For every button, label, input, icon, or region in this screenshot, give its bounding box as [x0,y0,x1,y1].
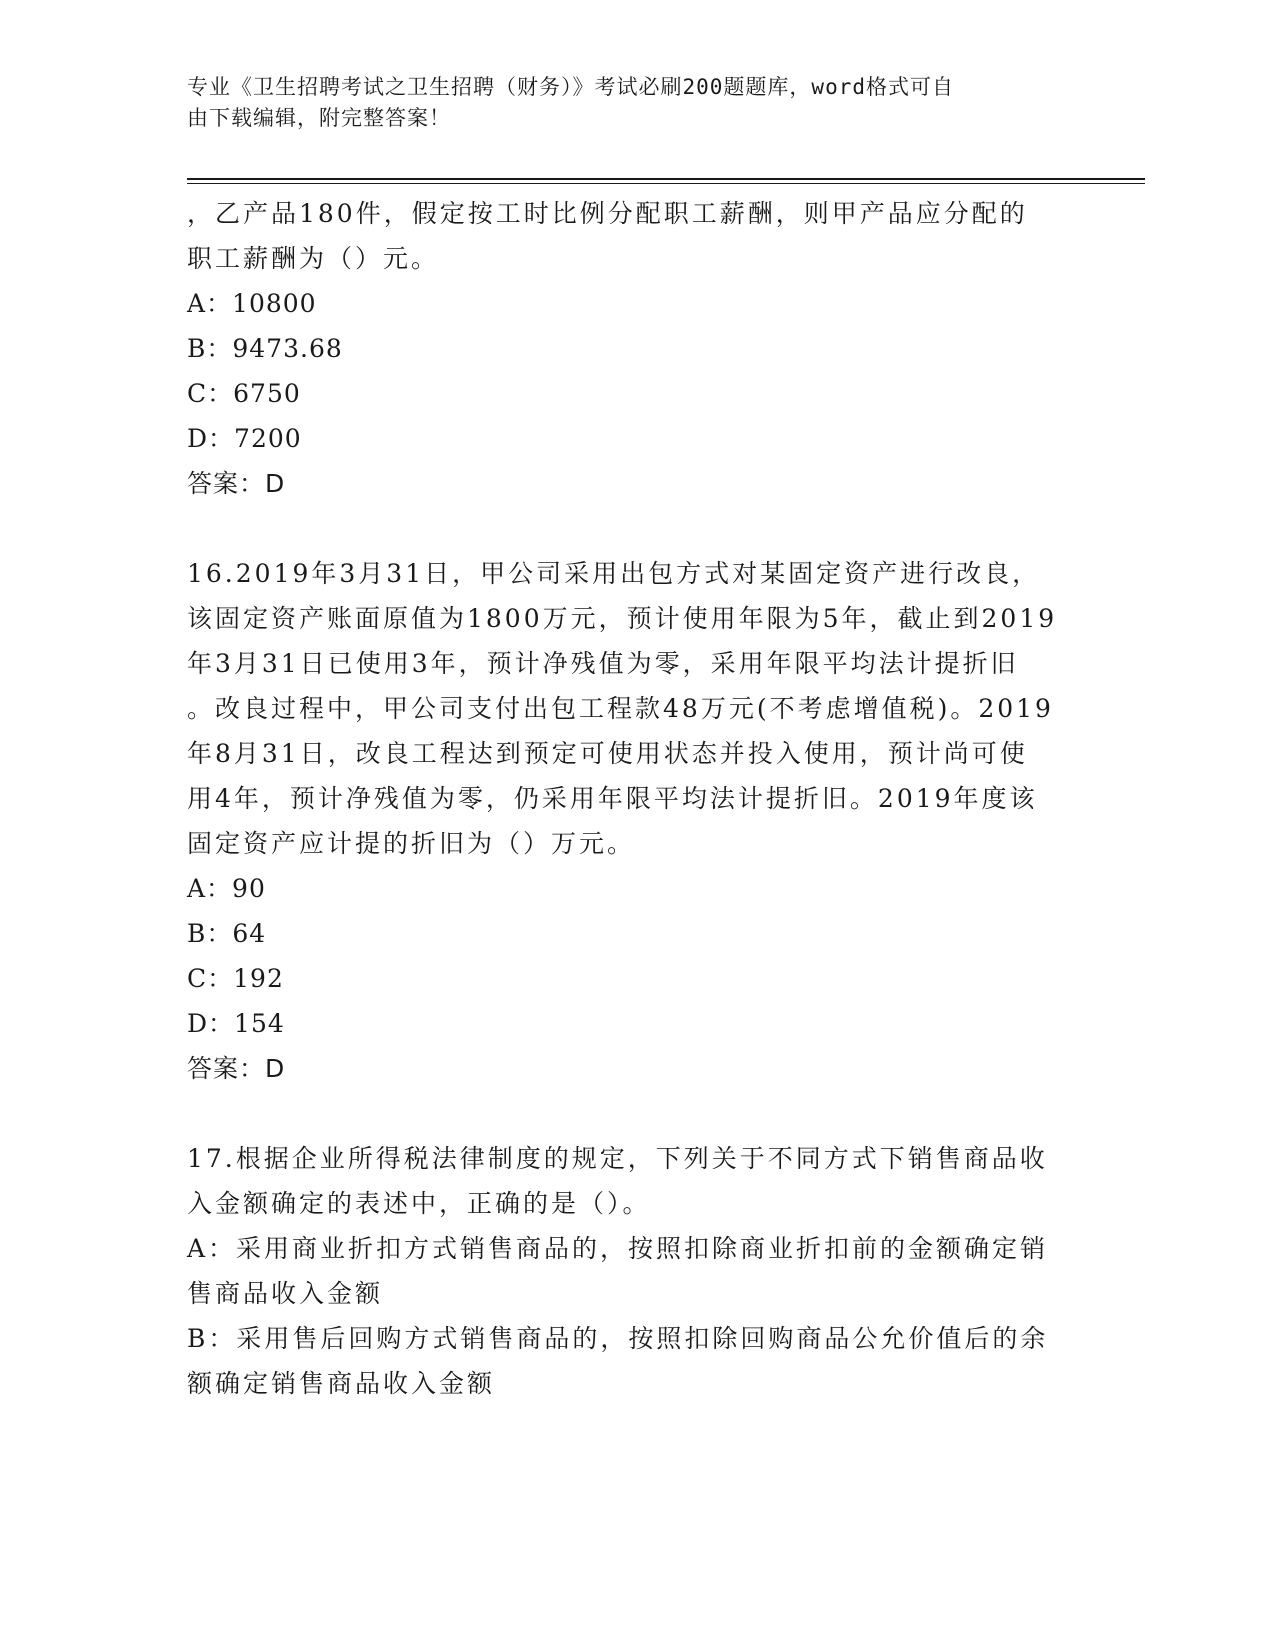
question-stem-line: 职工薪酬为（）元。 [187,244,440,273]
spacer [187,506,1087,551]
question-15 [187,191,1087,506]
question-stem-line: 固定资产应计提的折旧为（）万元。 [187,829,636,858]
question-16 [187,551,1087,1091]
option-b: B：64 [187,919,267,948]
header-line-2: 由下载编辑，附完整答案！ [187,106,451,130]
header-line-1: 专业《卫生招聘考试之卫生招聘（财务）》考试必刷200题题库，word格式可自 [187,75,954,99]
document-header [187,72,1067,134]
question-stem-line: 。改良过程中，甲公司支付出包工程款48万元(不考虑增值税)。2019 [187,694,1054,723]
answer-line: 答案：D [187,469,286,498]
question-17 [187,1136,1087,1406]
option-a-line: 售商品收入金额 [187,1279,384,1308]
option-d: D：154 [187,1009,285,1038]
question-stem-line: 年8月31日，改良工程达到预定可使用状态并投入使用，预计尚可使 [187,739,1028,768]
question-stem-line: ，乙产品180件，假定按工时比例分配职工薪酬，则甲产品应分配的 [187,199,1028,228]
question-stem-line: 年3月31日已使用3年，预计净残值为零，采用年限平均法计提折旧 [187,649,1019,678]
question-stem-line: 入金额确定的表述中，正确的是（）。 [187,1189,651,1218]
question-stem-line: 16.2019年3月31日，甲公司采用出包方式对某固定资产进行改良， [187,559,1041,588]
option-a: A：10800 [187,289,317,318]
option-c: C：6750 [187,379,301,408]
header-rule-thin [187,183,1145,184]
option-b-line: 额确定销售商品收入金额 [187,1369,496,1398]
option-b: B：9473.68 [187,334,343,363]
question-stem-line: 该固定资产账面原值为1800万元，预计使用年限为5年，截止到2019 [187,604,1058,633]
document-body [187,191,1087,1406]
header-rule-thick [187,178,1145,180]
option-d: D：7200 [187,424,302,453]
option-a-line: A：采用商业折扣方式销售商品的，按照扣除商业折扣前的金额确定销 [187,1234,1049,1263]
option-b-line: B：采用售后回购方式销售商品的，按照扣除回购商品公允价值后的余 [187,1324,1049,1353]
spacer [187,1091,1087,1136]
answer-line: 答案：D [187,1054,286,1083]
option-a: A：90 [187,874,266,903]
question-stem-line: 17.根据企业所得税法律制度的规定，下列关于不同方式下销售商品收 [187,1144,1048,1173]
option-c: C：192 [187,964,284,993]
question-stem-line: 用4年，预计净残值为零，仍采用年限平均法计提折旧。2019年度该 [187,784,1038,813]
